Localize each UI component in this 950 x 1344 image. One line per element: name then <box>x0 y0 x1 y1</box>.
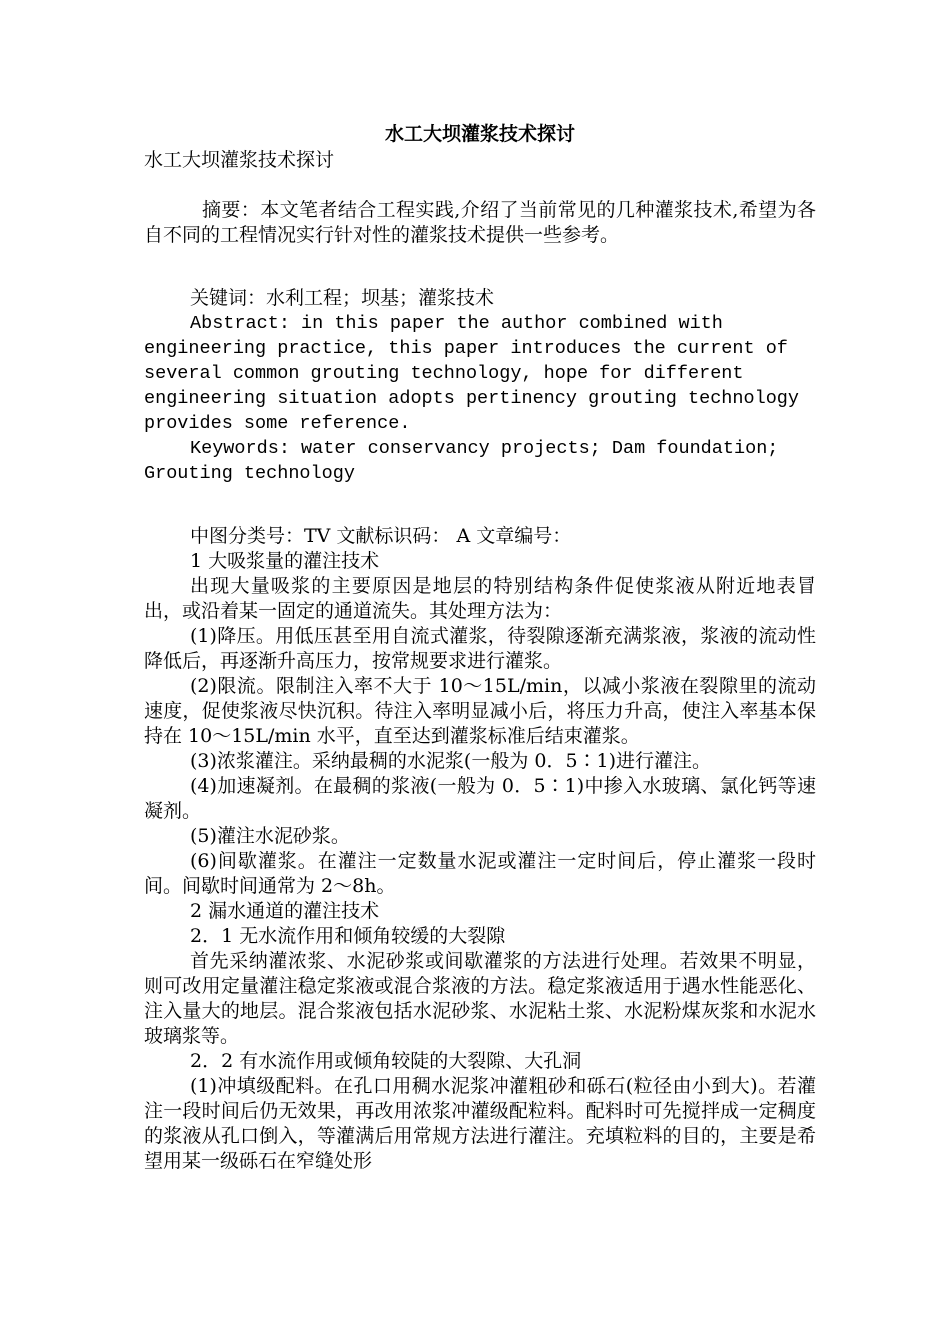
keywords-en: Keywords: water conservancy projects; Dam foundation; Grouting technology <box>144 438 779 484</box>
section-1-item-1: (1)降压。用低压甚至用自流式灌浆，待裂隙逐渐充满浆液，浆液的流动性降低后，再逐渐升高压力，按常规要求进行灌浆。 <box>144 625 816 672</box>
section-1-item-4: (4)加速凝剂。在最稠的浆液(一般为 0．5∶1)中掺入水玻璃、氯化钙等速凝剂。 <box>144 775 816 822</box>
section-1-item-3: (3)浓浆灌注。采纳最稠的水泥浆(一般为 0．5∶1)进行灌注。 <box>190 750 712 772</box>
section-2-1-body: 首先采纳灌浓浆、水泥砂浆或间歇灌浆的方法进行处理。若效果不明显，则可改用定量灌注稳定浆液或混合浆液的方法。稳定浆液适用于遇水性能恶化、注入量大的地层。混合浆液包括水泥砂浆、水泥粘土浆、水泥粉煤灰浆和水泥水玻璃浆等。 <box>144 950 816 1047</box>
section-2-1-heading: 2．1 无水流作用和倾角较缓的大裂隙 <box>190 925 506 947</box>
section-1-item-6: (6)间歇灌浆。在灌注一定数量水泥或灌注一定时间后，停止灌浆一段时间。间歇时间通常为 2～8h。 <box>144 850 816 897</box>
section-1-intro: 出现大量吸浆的主要原因是地层的特别结构条件促使浆液从附近地表冒出，或沿着某一固定的通道流失。其处理方法为： <box>144 575 816 622</box>
section-1-item-2: (2)限流。限制注入率不大于 10～15L/min，以减小浆液在裂隙里的流动速度，促使浆液尽快沉积。待注入率明显减小后，将压力升高，使注入率基本保持在 10～15L/min 水平，直至达到灌浆标准后结束灌浆。 <box>144 675 816 747</box>
section-1-heading: 1 大吸浆量的灌注技术 <box>190 550 380 572</box>
classification-line: 中图分类号：TV 文献标识码： A 文章编号： <box>190 525 572 547</box>
abstract-en: Abstract: in this paper the author combined with engineering practice, this paper introduces the current of several common grouting technology, hope for different engineering situation adopts pertinency grouting technology provides some reference. <box>144 313 800 434</box>
document-title: 水工大坝灌浆技术探讨 <box>384 123 575 145</box>
document-page <box>144 120 816 1174</box>
section-2-heading: 2 漏水通道的灌注技术 <box>190 900 380 922</box>
section-1-item-5: (5)灌注水泥砂浆。 <box>190 825 350 847</box>
document-subtitle: 水工大坝灌浆技术探讨 <box>144 149 335 171</box>
abstract-cn: 摘要：本文笔者结合工程实践,介绍了当前常见的几种灌浆技术,希望为各自不同的工程情况实行针对性的灌浆技术提供一些参考。 <box>144 199 816 246</box>
section-2-2-item-1: (1)冲填级配料。在孔口用稠水泥浆冲灌粗砂和砾石(粒径由小到大)。若灌注一段时间后仍无效果，再改用浓浆冲灌级配粒料。配料时可先搅拌成一定稠度的浆液从孔口倒入，等灌满后用常规方法进行灌注。充填粒料的目的，主要是希望用某一级砾石在窄缝处形 <box>144 1075 816 1172</box>
keywords-cn: 关键词：水利工程；坝基；灌浆技术 <box>190 287 495 309</box>
section-2-2-heading: 2．2 有水流作用或倾角较陡的大裂隙、大孔洞 <box>190 1050 582 1072</box>
spacer <box>144 486 816 524</box>
spacer <box>144 248 816 286</box>
spacer <box>144 173 816 198</box>
